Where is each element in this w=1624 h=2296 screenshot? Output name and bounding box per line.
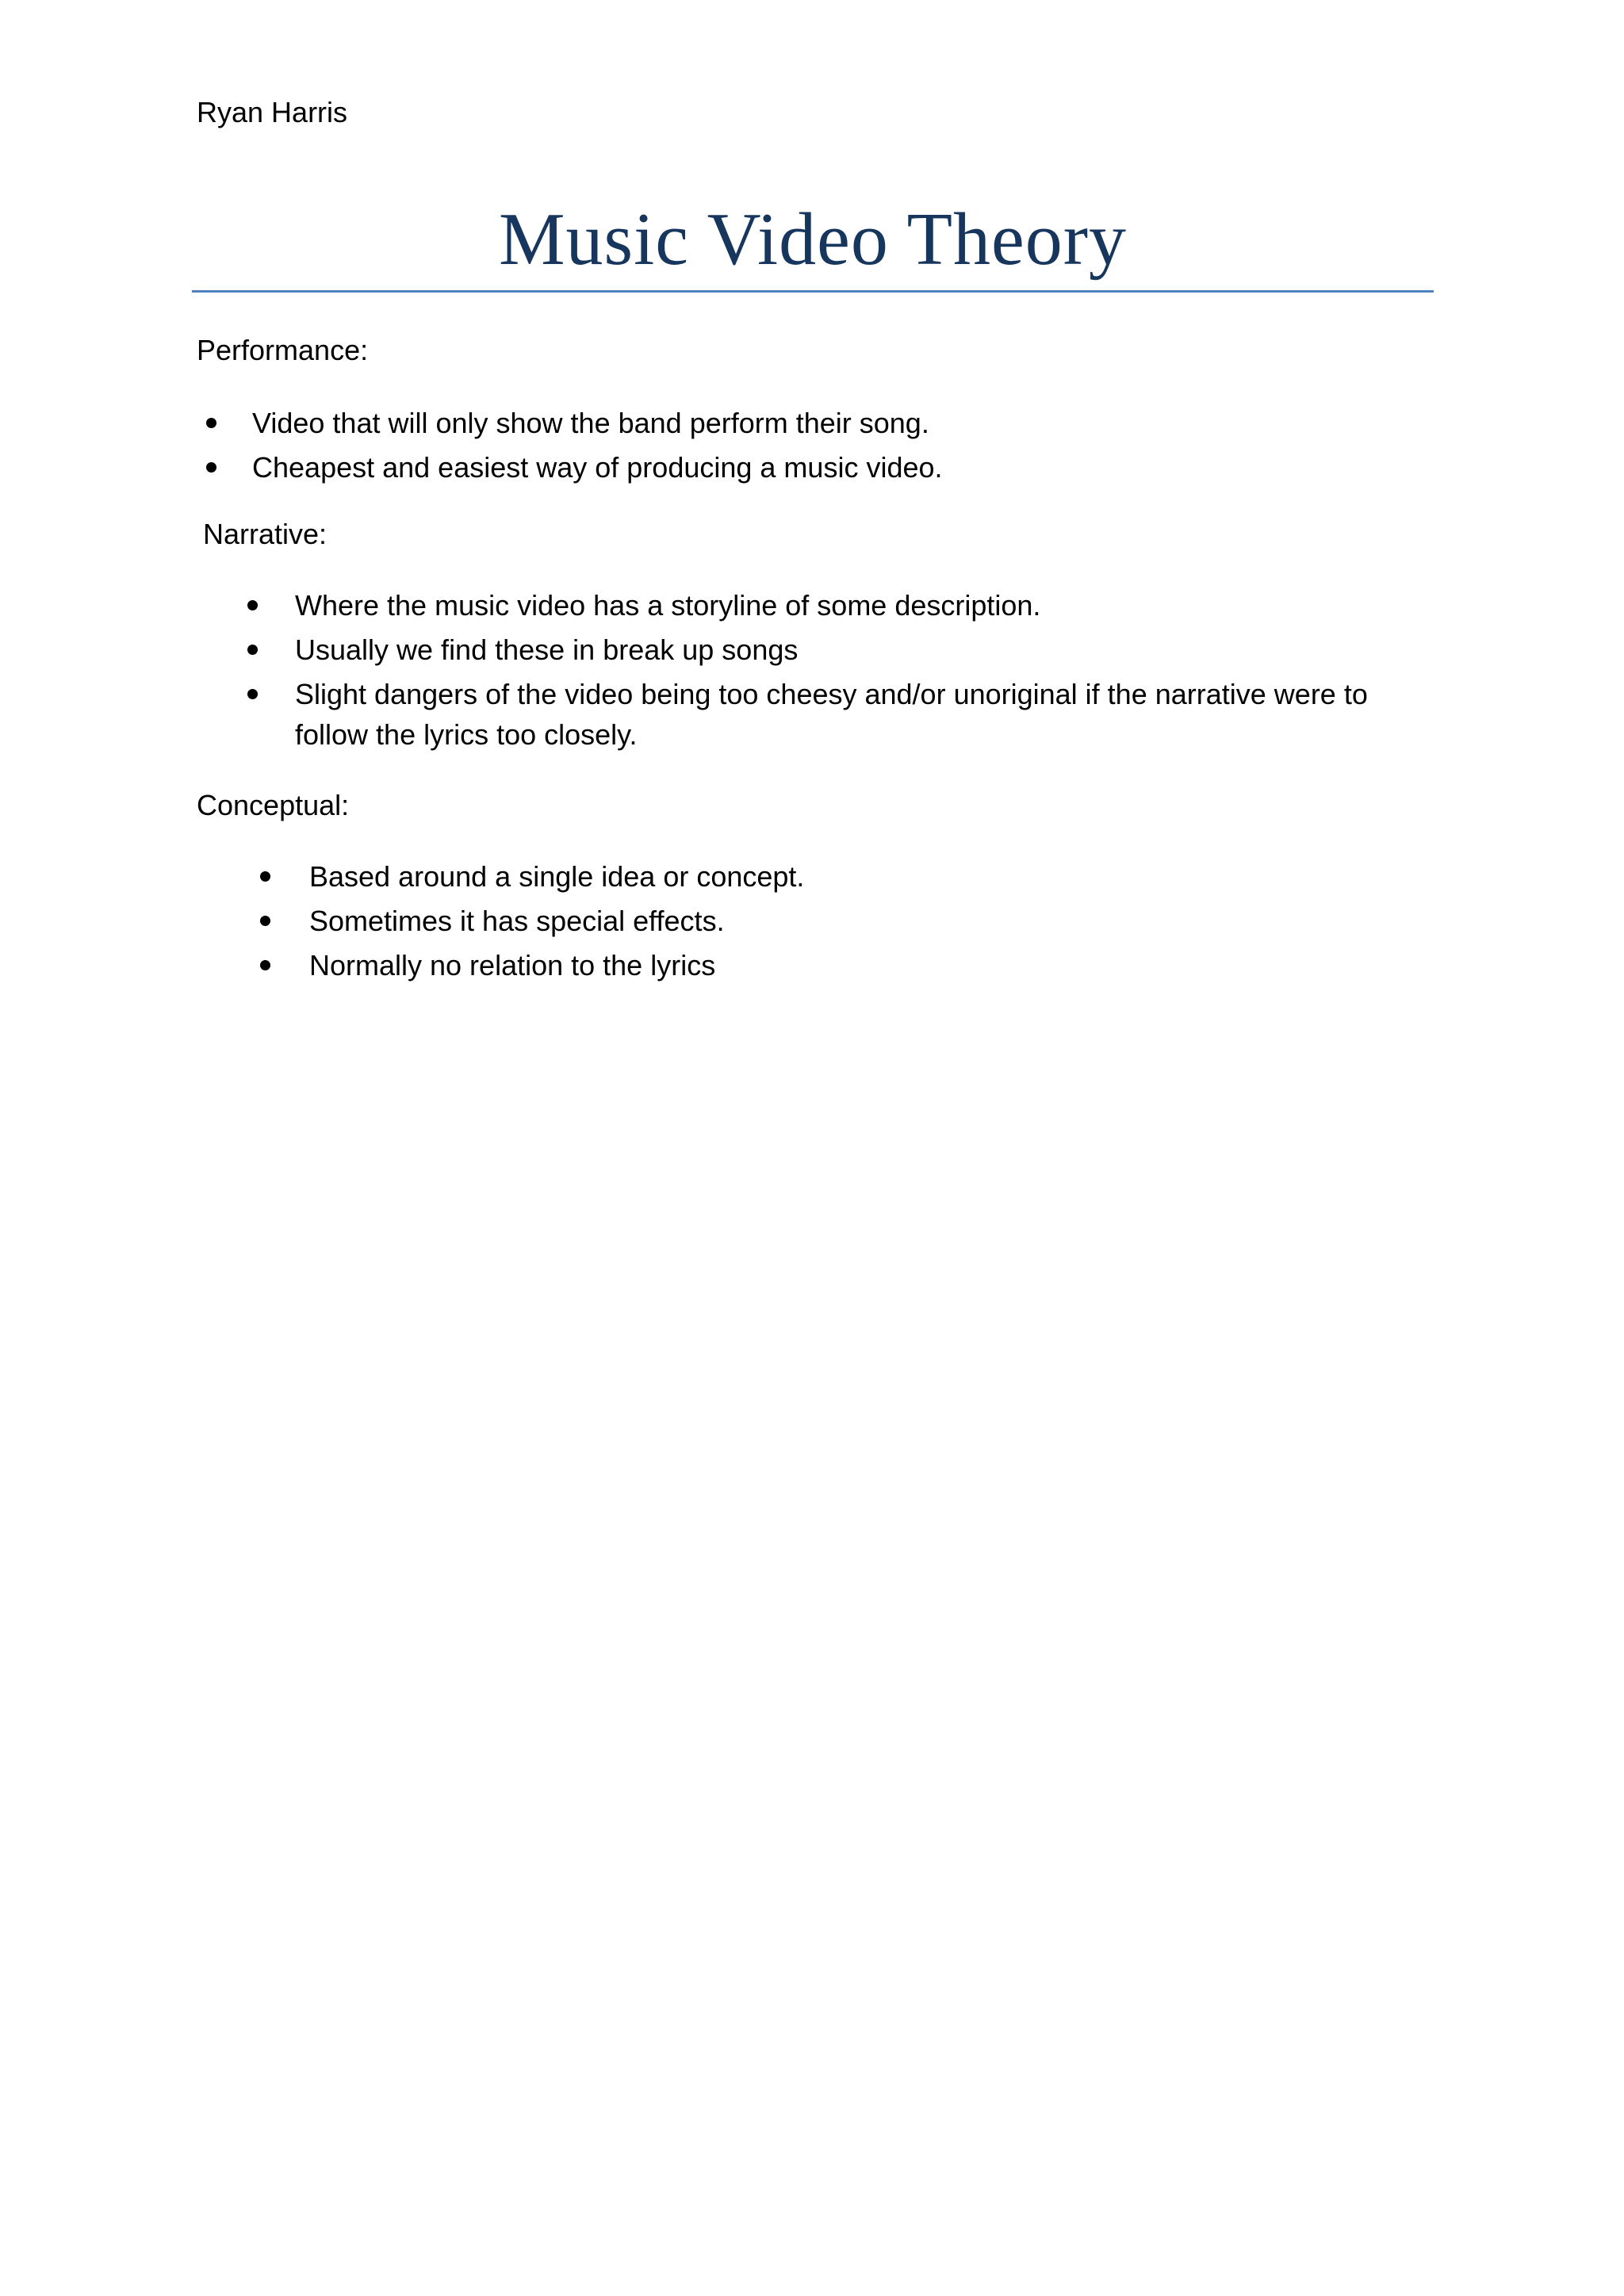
bullet-icon [247, 689, 258, 699]
list-item [206, 447, 1427, 488]
list-item-text: Normally no relation to the lyrics [309, 949, 716, 982]
list-item [260, 945, 1434, 985]
list-item-text: Slight dangers of the video being too cheesy and/or unoriginal if the narrative were to follow the lyrics too closely. [295, 678, 1368, 751]
bullet-icon [260, 916, 270, 926]
page-title: Music Video Theory [498, 198, 1128, 281]
bullet-icon [206, 462, 216, 473]
list-item [247, 674, 1437, 755]
bullet-icon [206, 418, 216, 428]
bullet-icon [260, 871, 270, 882]
list-item-text: Sometimes it has special effects. [309, 905, 725, 937]
list-item [247, 585, 1437, 626]
list-item [206, 403, 1427, 443]
section-heading-conceptual: Conceptual: [197, 789, 350, 821]
list-item [260, 901, 1434, 941]
author-name: Ryan Harris [197, 96, 348, 128]
narrative-list [247, 585, 1437, 759]
list-item-text: Video that will only show the band perform their song. [252, 407, 929, 439]
list-item [260, 856, 1434, 897]
section-heading-performance: Performance: [197, 334, 369, 366]
list-item-text: Cheapest and easiest way of producing a music video. [252, 451, 943, 484]
bullet-icon [260, 960, 270, 970]
section-heading-narrative: Narrative: [203, 518, 327, 550]
bullet-icon [247, 600, 258, 610]
list-item [247, 629, 1437, 670]
bullet-icon [247, 645, 258, 655]
title-underline [192, 290, 1434, 293]
performance-list [206, 403, 1427, 492]
list-item-text: Where the music video has a storyline of some description. [295, 589, 1041, 622]
list-item-text: Based around a single idea or concept. [309, 860, 805, 893]
list-item-text: Usually we find these in break up songs [295, 633, 799, 666]
conceptual-list [260, 856, 1434, 989]
